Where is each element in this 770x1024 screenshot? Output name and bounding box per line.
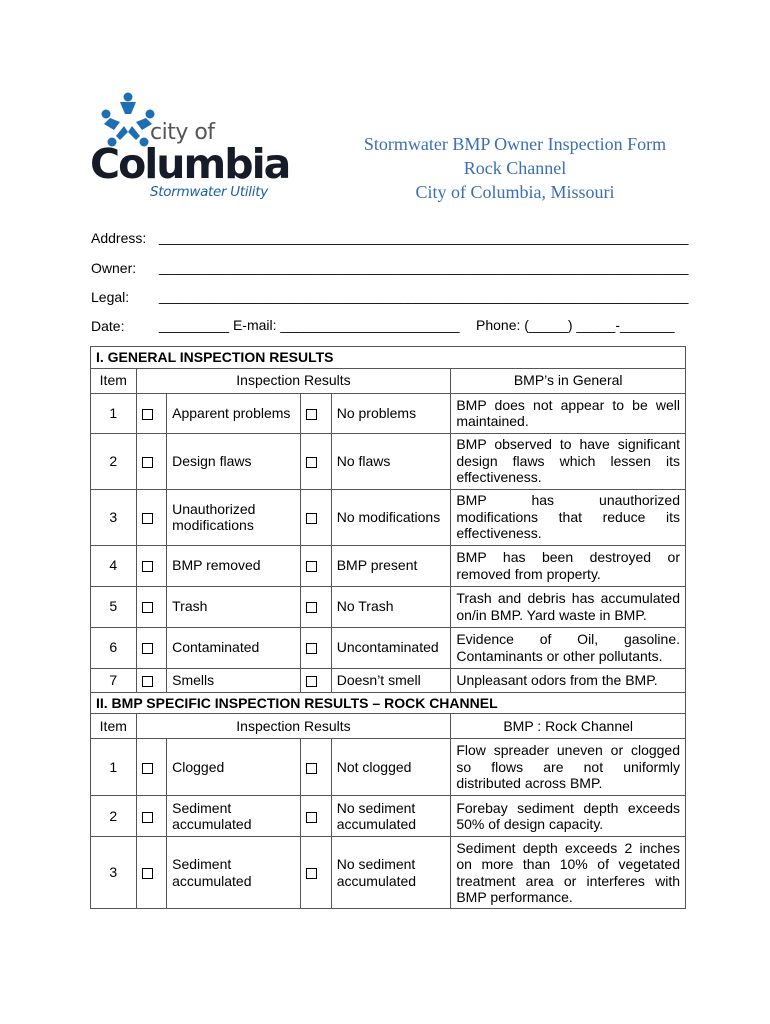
item-description: Sediment depth exceeds 2 inches on more than 10% of vegetated treatment area or interferes with BMP performance.	[451, 837, 686, 909]
checkbox[interactable]	[142, 868, 153, 879]
item-description: Forebay sediment depth exceeds 50% of design capacity.	[451, 796, 686, 837]
owner-label: Owner:	[91, 260, 137, 276]
table-row	[91, 586, 686, 627]
section2-col-desc: BMP : Rock Channel	[451, 714, 686, 739]
option-label: No Trash	[331, 586, 451, 627]
section1-title: I. GENERAL INSPECTION RESULTS	[91, 347, 686, 369]
item-number: 3	[91, 489, 137, 545]
table-row	[91, 739, 686, 796]
phone-field[interactable]: Phone: (_____) _____-_______	[476, 317, 675, 333]
option-label: No modifications	[331, 489, 451, 545]
logo-city-of: city of	[150, 120, 215, 145]
city-logo	[88, 92, 290, 207]
section2-col-results: Inspection Results	[136, 714, 451, 739]
legal-label: Legal:	[91, 289, 130, 305]
option-label: Uncontaminated	[331, 627, 451, 668]
form-city: City of Columbia, Missouri	[415, 182, 615, 202]
option-label: Trash	[167, 586, 301, 627]
item-number: 6	[91, 627, 137, 668]
checkbox[interactable]	[142, 457, 153, 468]
inspection-table	[90, 346, 686, 909]
date-label: Date:	[91, 318, 125, 334]
checkbox[interactable]	[306, 763, 317, 774]
option-label: No sediment accumulated	[331, 796, 451, 837]
form-subtitle: Rock Channel	[463, 158, 567, 178]
checkbox[interactable]	[142, 643, 153, 654]
owner-field[interactable]: ____________________________________________________________________	[159, 259, 689, 275]
item-description: BMP has been destroyed or removed from property.	[451, 545, 686, 586]
checkbox[interactable]	[142, 676, 153, 687]
checkbox[interactable]	[306, 643, 317, 654]
item-description: BMP does not appear to be well maintained.	[451, 393, 686, 433]
checkbox[interactable]	[306, 676, 317, 687]
checkbox[interactable]	[142, 763, 153, 774]
legal-field[interactable]: ____________________________________________________________________	[159, 288, 689, 304]
section2-col-item: Item	[91, 714, 137, 739]
option-label: BMP present	[331, 545, 451, 586]
item-description: Trash and debris has accumulated on/in BMP. Yard waste in BMP.	[451, 586, 686, 627]
logo-columbia: Columbia	[90, 140, 290, 188]
logo-utility: Stormwater Utility	[150, 184, 268, 200]
option-label: Smells	[167, 668, 301, 692]
item-number: 1	[91, 739, 137, 796]
item-number: 2	[91, 433, 137, 489]
option-label: BMP removed	[167, 545, 301, 586]
checkbox[interactable]	[142, 513, 153, 524]
checkbox[interactable]	[306, 812, 317, 823]
option-label: Doesn’t smell	[331, 668, 451, 692]
option-label: No sediment accumulated	[331, 837, 451, 909]
table-row	[91, 393, 686, 433]
section1-col-results: Inspection Results	[136, 368, 451, 393]
item-description: BMP observed to have significant design flaws which lessen its effectiveness.	[451, 433, 686, 489]
checkbox[interactable]	[306, 868, 317, 879]
checkbox[interactable]	[142, 409, 153, 420]
option-label: Clogged	[167, 739, 301, 796]
table-row	[91, 489, 686, 545]
table-row	[91, 796, 686, 837]
item-number: 7	[91, 668, 137, 692]
item-description: Flow spreader uneven or clogged so flows are not uniformly distributed across BMP.	[451, 739, 686, 796]
checkbox[interactable]	[306, 561, 317, 572]
option-label: Contaminated	[167, 627, 301, 668]
section2-title: II. BMP SPECIFIC INSPECTION RESULTS – ROCK CHANNEL	[91, 692, 686, 714]
table-row	[91, 668, 686, 692]
checkbox[interactable]	[306, 602, 317, 613]
checkbox[interactable]	[142, 602, 153, 613]
form-title: Stormwater BMP Owner Inspection Form	[363, 134, 667, 154]
table-row	[91, 837, 686, 909]
option-label: Design flaws	[167, 433, 301, 489]
section1-col-desc: BMP’s in General	[451, 368, 686, 393]
item-number: 1	[91, 393, 137, 433]
table-row	[91, 545, 686, 586]
option-label: Sediment accumulated	[167, 837, 301, 909]
table-row	[91, 433, 686, 489]
checkbox[interactable]	[142, 812, 153, 823]
checkbox[interactable]	[306, 457, 317, 468]
item-description: Evidence of Oil, gasoline. Contaminants or other pollutants.	[451, 627, 686, 668]
option-label: Unauthorized modifications	[167, 489, 301, 545]
item-description: BMP has unauthorized modifications that reduce its effectiveness.	[451, 489, 686, 545]
item-number: 3	[91, 837, 137, 909]
checkbox[interactable]	[306, 513, 317, 524]
checkbox[interactable]	[142, 561, 153, 572]
option-label: Sediment accumulated	[167, 796, 301, 837]
option-label: No flaws	[331, 433, 451, 489]
item-number: 4	[91, 545, 137, 586]
item-description: Unpleasant odors from the BMP.	[451, 668, 686, 692]
table-row	[91, 627, 686, 668]
address-field[interactable]: ____________________________________________________________________	[159, 229, 689, 245]
address-label: Address:	[91, 230, 147, 246]
item-number: 2	[91, 796, 137, 837]
checkbox[interactable]	[306, 409, 317, 420]
option-label: Not clogged	[331, 739, 451, 796]
date-email-field[interactable]: _________ E-mail: _______________________	[159, 317, 460, 333]
option-label: No problems	[331, 393, 451, 433]
item-number: 5	[91, 586, 137, 627]
section1-col-item: Item	[91, 368, 137, 393]
option-label: Apparent problems	[167, 393, 301, 433]
